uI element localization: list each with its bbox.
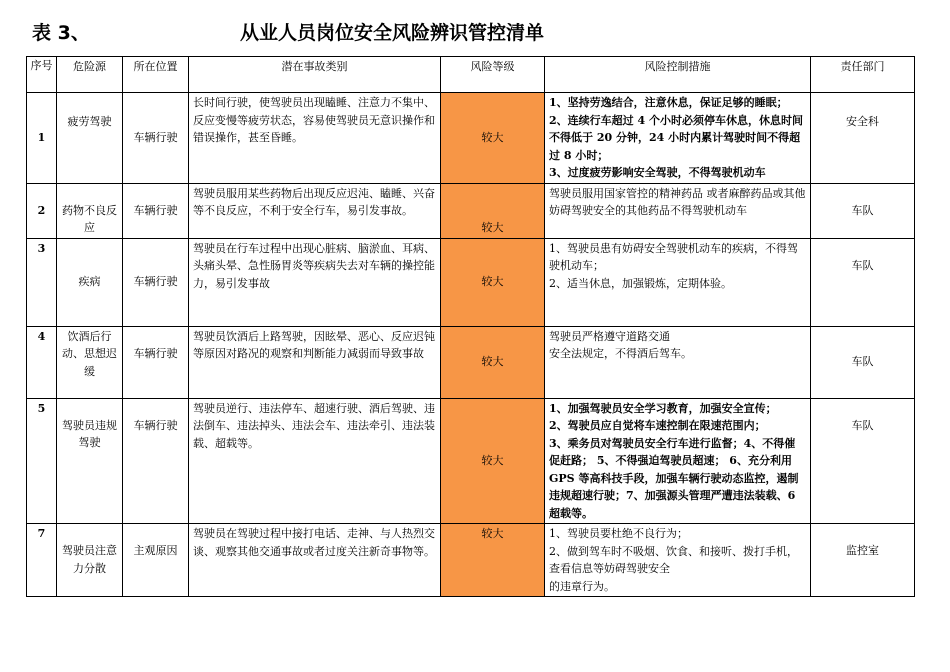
row-hazard: 饮酒后行动、思想迟缓	[57, 326, 123, 398]
header-hazard: 危险源	[57, 57, 123, 93]
row-measures	[545, 238, 811, 326]
row-dept: 车队	[811, 326, 915, 398]
row-dept	[811, 398, 915, 524]
row-hazard	[57, 183, 123, 238]
row-accident: 驾驶员在驾驶过程中接打电话、走神、与人热烈交谈、观察其他交通事故或者过度关注新奇事物等。	[189, 524, 441, 597]
measure-line: 1、驾驶员患有妨碍安全驾驶机动车的疾病，不得驾驶机动车；	[549, 241, 798, 272]
header-row	[27, 57, 915, 93]
row-hazard	[57, 524, 123, 597]
row-risk	[441, 524, 545, 597]
dept-text: 安全科	[846, 115, 879, 128]
page-title: 从业人员岗位安全风险辨识管控清单	[240, 22, 545, 44]
location-text: 车辆行驶	[133, 274, 178, 288]
row-dept: 车队	[811, 183, 915, 238]
row-hazard	[57, 93, 123, 184]
row-dept	[811, 238, 915, 326]
row-seq: 1	[27, 93, 57, 184]
risk-text: 较大	[481, 527, 504, 540]
row-measures	[545, 524, 811, 597]
row-location	[123, 326, 189, 398]
measure-line: 1、加强驾驶员安全学习教育，加强安全宣传；	[549, 401, 777, 415]
row-accident: 长时间行驶，使驾驶员出现瞌睡、注意力不集中、反应变慢等疲劳状态，容易使驾驶员无意识操作和错误操作，甚至昏睡。	[189, 93, 441, 184]
row-measures	[545, 326, 811, 398]
measure-line: 1、驾驶员要杜绝不良行为；	[549, 527, 688, 540]
row-accident: 驾驶员在行车过程中出现心脏病、脑淤血、耳病、头痛头晕、急性肠胃炎等疾病失去对车辆的操控能力，易引发事故	[189, 238, 441, 326]
hazard-text: 驾驶员注意力分散	[62, 544, 117, 575]
table-row	[27, 183, 915, 238]
row-risk: 较大	[441, 326, 545, 398]
header-location: 所在位置	[123, 57, 189, 93]
risk-text: 较大	[481, 221, 504, 234]
row-seq: 3	[27, 238, 57, 326]
row-dept	[811, 524, 915, 597]
dept-text: 监控室	[846, 544, 879, 557]
header-seq: 序号	[27, 57, 57, 93]
row-measures	[545, 398, 811, 524]
measure-line: 安全法规定，不得酒后驾车。	[549, 347, 692, 360]
risk-table	[26, 56, 915, 597]
location-text: 车辆行驶	[133, 203, 178, 217]
row-dept	[811, 93, 915, 184]
dept-text: 车队	[851, 418, 874, 432]
row-hazard: 疾病	[57, 238, 123, 326]
row-accident: 驾驶员饮酒后上路驾驶，因眩晕、恶心、反应迟钝等原因对路况的观察和判断能力减弱而导致事故	[189, 326, 441, 398]
row-location	[123, 238, 189, 326]
measure-line: 3、过度疲劳影响安全驾驶，不得驾驶机动车	[549, 166, 766, 179]
row-seq: 7	[27, 524, 57, 597]
measure-line: 1、坚持劳逸结合，注意休息，保证足够的睡眠；	[549, 96, 788, 109]
measure-line: 驾驶员严格遵守道路交通	[549, 329, 670, 343]
row-location	[123, 524, 189, 597]
row-accident: 驾驶员服用某些药物后出现反应迟沌、瞌睡、兴奋等不良反应，不利于安全行车，易引发事故。	[189, 183, 441, 238]
header-accident: 潜在事故类别	[189, 57, 441, 93]
title-row	[32, 18, 922, 48]
location-text: 车辆行驶	[133, 346, 178, 360]
table-row	[27, 398, 915, 524]
hazard-text: 药物不良反应	[62, 203, 117, 234]
row-location	[123, 93, 189, 184]
measure-line: 2、适当休息，加强锻炼，定期体验。	[549, 276, 732, 290]
row-seq: 2	[27, 183, 57, 238]
row-measures	[545, 183, 811, 238]
measure-line: 2、连续行车超过 4 个小时必须停车休息，休息时间不得低于 20 分钟，24 小时内累计驾驶时间不得超过 8 小时；	[549, 113, 803, 162]
measure-line: 的违章行为。	[549, 579, 615, 593]
table-row	[27, 326, 915, 398]
row-risk	[441, 183, 545, 238]
row-seq: 5	[27, 398, 57, 524]
hazard-text: 疲劳驾驶	[67, 115, 112, 128]
row-hazard	[57, 398, 123, 524]
table-number: 表 3、	[32, 22, 90, 44]
measure-line: 2、驾驶员应自觉将车速控制在限速范围内；	[549, 419, 766, 432]
measure-line: 2、做到驾车时不吸烟、饮食、和接听、拨打手机，查看信息等妨碍驾驶安全	[549, 544, 798, 575]
header-risk: 风险等级	[441, 57, 545, 93]
table-row	[27, 93, 915, 184]
row-risk: 较大	[441, 93, 545, 184]
location-text: 主观原因	[133, 544, 178, 557]
row-risk: 较大	[441, 238, 545, 326]
row-measures	[545, 93, 811, 184]
row-location	[123, 183, 189, 238]
row-accident: 驾驶员逆行、违法停车、超速行驶、酒后驾驶、违法倒车、违法掉头、违法会车、违法牵引、违法装载、超载等。	[189, 398, 441, 524]
dept-text: 车队	[851, 258, 874, 272]
row-location	[123, 398, 189, 524]
row-seq: 4	[27, 326, 57, 398]
location-text: 车辆行驶	[133, 418, 178, 432]
table-row	[27, 524, 915, 597]
header-dept: 责任部门	[811, 57, 915, 93]
measure-line: 3、乘务员对驾驶员安全行车进行监督；4、不得催促赶路； 5、不得强迫驾驶员超速； 6、充分利用 GPS 等高科技手段，加强车辆行驶动态监控，遏制违规超速行驶；7、加强源头管理严遭违法装载、6 超载等。	[549, 436, 799, 520]
table-row	[27, 238, 915, 326]
hazard-text: 驾驶员违规驾驶	[62, 418, 117, 449]
row-risk: 较大	[441, 398, 545, 524]
header-measures: 风险控制措施	[545, 57, 811, 93]
location-text: 车辆行驶	[133, 131, 178, 144]
measure-line: 驾驶员服用国家管控的精神药品 或者麻醉药品或其他妨碍驾驶安全的其他药品不得驾驶机动车	[549, 186, 806, 217]
